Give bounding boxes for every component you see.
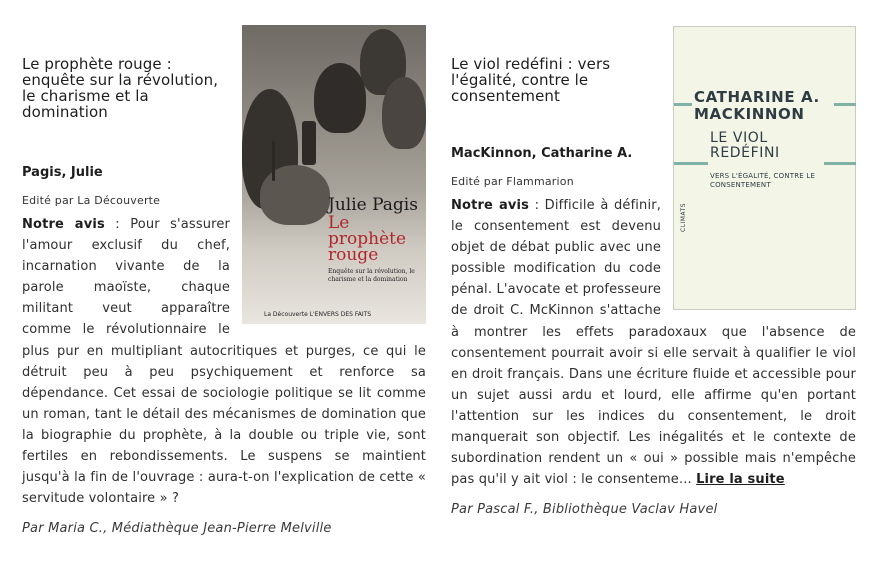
book-card — [451, 0, 856, 517]
review-byline: Par Maria C., Médiathèque Jean-Pierre Melville — [22, 521, 332, 537]
review-text: : Difficile à définir, le consentement est devenu objet de débat public avec une possible modification du code pénal. L'avocate et professeure de droit C. McKinnon s'attache à montrer les effets paradoxaux que l'absence de consentement pourrait avoir si elle servait à qualifier le viol en droit français. Dans une écriture fluide et accessible pour un sujet aussi ardu et lourd, elle affirme qu'en portant l'attention sur les indices du consentement, le droit manquerait son objectif. Les inégalités et le contexte de subordination rendent un « oui » possible mais n'empêche pas qu'il y ait viol : le consenteme... — [451, 198, 856, 488]
cover-subtitle: Enquête sur la révolution, le charisme et la domination — [328, 268, 415, 283]
cover-rule — [824, 162, 856, 165]
cover-subtitle: VERS L'ÉGALITÉ, CONTRE LE CONSENTEMENT — [710, 172, 816, 189]
book-cover-image[interactable] — [242, 25, 426, 324]
photo-figure — [272, 141, 275, 181]
review-lead: Notre avis — [451, 198, 530, 213]
photo-figure — [302, 121, 316, 165]
book-author[interactable]: MacKinnon, Catharine A. — [451, 146, 633, 161]
cover-author: Julie Pagis — [328, 195, 418, 215]
cover-title: LE VIOL REDÉFINI — [710, 130, 780, 161]
cover-series: CLIMATS — [680, 202, 687, 232]
cover-author: CATHARINE A. MACKINNON — [694, 88, 820, 123]
cover-rule — [674, 162, 708, 165]
book-card — [22, 0, 426, 536]
book-publisher: Edité par Flammarion — [451, 175, 574, 188]
cover-title: Le prophète rouge — [328, 213, 407, 265]
cover-rule — [834, 103, 856, 106]
book-cover-image[interactable] — [673, 26, 856, 310]
book-title[interactable]: Le viol redéfini : vers l'égalité, contre le consentement — [451, 55, 611, 105]
book-title[interactable]: Le prophète rouge : enquête sur la révolution, le charisme et la domination — [22, 55, 219, 121]
review-byline: Par Pascal F., Bibliothèque Vaclav Havel — [451, 502, 718, 518]
cover-rule — [674, 103, 692, 106]
book-publisher: Edité par La Découverte — [22, 194, 161, 207]
read-more-link[interactable]: Lire la suite — [696, 472, 785, 488]
cover-publisher: La Découverte L'ENVERS DES FAITS — [264, 311, 372, 318]
photo-figure — [382, 77, 426, 149]
photo-figure — [260, 165, 330, 225]
review-text: : Pour s'assurer l'amour exclusif du chef, incarnation vivante de la parole maoïste, chaque militant veut apparaître comme le révolutionnaire le plus pur en multipliant autocritiques et purges, ce qui le détruit peu à peu psychiquement et renforce sa dépendance. Cet essai de sociologie politique se lit comme un roman, tant le détail des mécanismes de domination que la biographie du prophète, à la double ou triple vie, sont fertiles en rebondissements. Le suspens se maintient jusqu'à la fin de l'ouvrage : aura-t-on l'explication de cette « servitude volontaire » ? — [22, 217, 426, 507]
review-lead: Notre avis — [22, 217, 105, 232]
photo-figure — [314, 63, 366, 133]
book-author[interactable]: Pagis, Julie — [22, 165, 103, 180]
cover-text — [328, 197, 424, 284]
